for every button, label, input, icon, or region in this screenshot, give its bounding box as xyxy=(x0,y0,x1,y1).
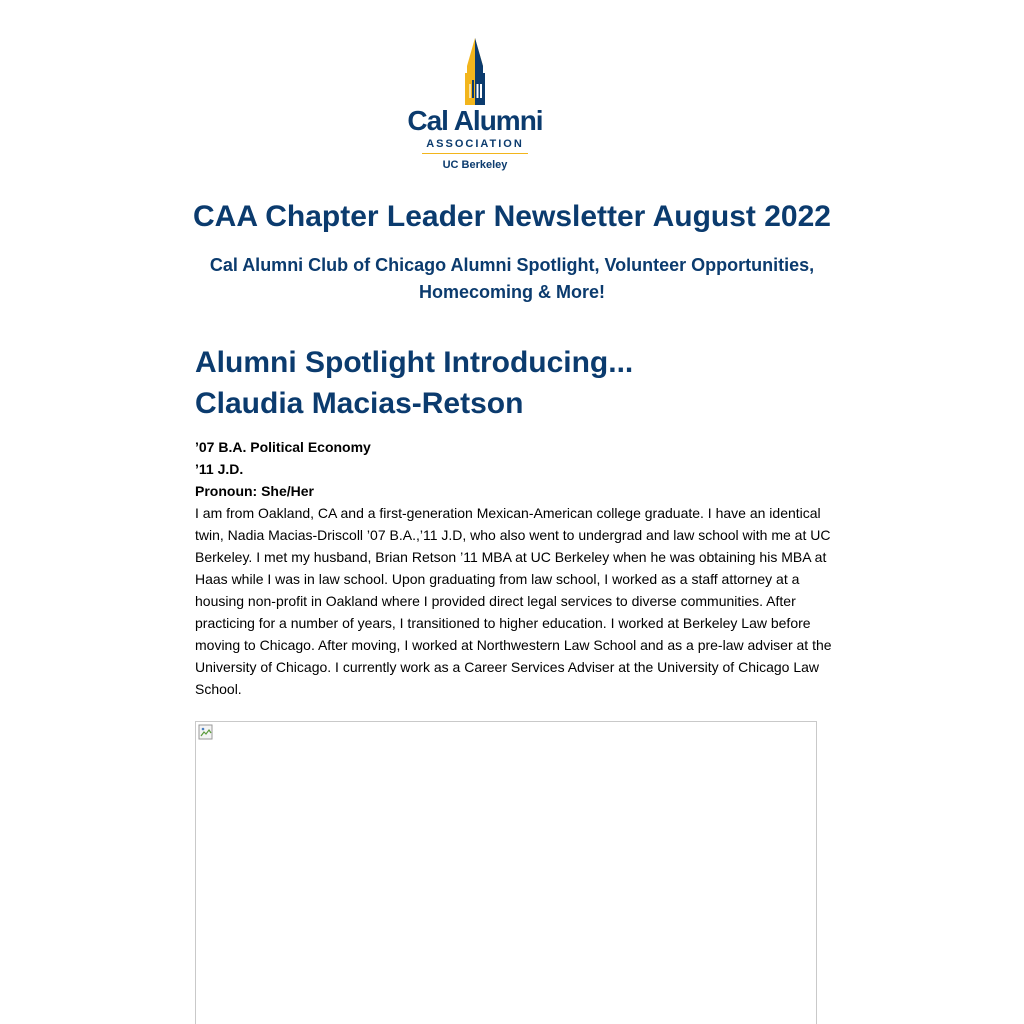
degree-ba: ’07 B.A. Political Economy xyxy=(195,439,371,455)
logo-association: ASSOCIATION xyxy=(426,138,524,150)
logo-divider xyxy=(422,153,528,154)
logo-wordmark: Cal Alumni xyxy=(407,105,543,136)
broken-image-icon xyxy=(198,724,214,740)
spotlight-heading xyxy=(195,342,835,424)
cal-alumni-logo[interactable] xyxy=(395,36,555,176)
degree-jd: ’11 J.D. xyxy=(195,461,244,477)
spotlight-bio: I am from Oakland, CA and a first-generation Mexican-American college graduate. I have an identical twin, Nadia Macias-Driscoll ’07 B.A.,’11 J.D, who also went to undergrad and law school with me at UC Berkeley. I met my husband, Brian Retson ’11 MBA at UC Berkeley when he was obtaining his MBA at Haas while I was in law school. Upon graduating from law school, I worked as a staff attorney at a housing non-profit in Oakland where I provided direct legal services to diverse communities. After practicing for a number of years, I transitioned to higher education. I worked at Berkeley Law before moving to Chicago. After moving, I worked at Northwestern Law School and as a pre-law adviser at the University of Chicago. I currently work as a Career Services Adviser at the University of Chicago Law School. xyxy=(195,505,832,697)
spotlight-heading-name: Claudia Macias-Retson xyxy=(195,387,524,420)
newsletter-subtitle: Cal Alumni Club of Chicago Alumni Spotlight, Volunteer Opportunities, Homecoming & More! xyxy=(209,255,815,302)
campanile-tower-icon xyxy=(453,36,497,106)
logo-uc-berkeley: UC Berkeley xyxy=(442,159,508,171)
newsletter-title: CAA Chapter Leader Newsletter August 2022 xyxy=(193,200,831,233)
pronoun-line: Pronoun: She/Her xyxy=(195,483,315,499)
spotlight-photo xyxy=(195,721,817,1024)
spotlight-heading-intro: Alumni Spotlight Introducing... xyxy=(195,346,634,379)
spotlight-details xyxy=(195,436,835,700)
